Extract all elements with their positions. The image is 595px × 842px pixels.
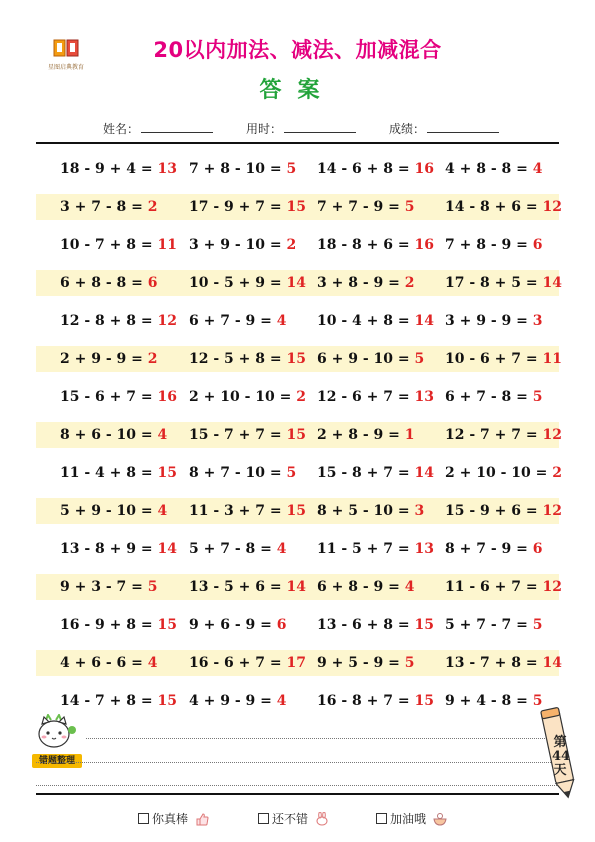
problem-question: 13 - 6 + 8 = — [317, 617, 415, 633]
problem-question: 18 - 8 + 6 = — [317, 237, 415, 253]
problem-row — [36, 574, 562, 600]
score-field[interactable] — [389, 120, 499, 137]
score-blank[interactable] — [427, 121, 499, 133]
problem-cell — [60, 156, 177, 182]
problem-answer: 6 — [532, 541, 543, 557]
problem-question: 13 - 8 + 9 = — [60, 541, 158, 557]
problem-answer: 1 — [404, 427, 415, 443]
problem-cell — [60, 688, 177, 714]
problem-cell — [189, 498, 306, 524]
problem-cell — [60, 536, 177, 562]
problem-question: 15 - 7 + 7 = — [189, 427, 287, 443]
problem-question: 13 - 7 + 8 = — [445, 655, 543, 671]
problem-question: 11 - 5 + 7 = — [317, 541, 415, 557]
check-great-label: 你真棒 — [152, 812, 189, 826]
problem-answer: 4 — [157, 427, 168, 443]
problem-question: 2 + 8 - 9 = — [317, 427, 405, 443]
problem-question: 9 + 6 - 9 = — [189, 617, 277, 633]
problem-answer: 12 — [542, 503, 562, 519]
problem-question: 11 - 6 + 7 = — [445, 579, 543, 595]
problem-question: 12 - 6 + 7 = — [317, 389, 415, 405]
problem-cell — [317, 194, 415, 220]
problem-cell — [189, 460, 296, 486]
bunny-icon — [315, 812, 329, 826]
problem-cell — [60, 346, 158, 372]
problem-answer: 5 — [532, 617, 543, 633]
problem-answer: 13 — [414, 389, 434, 405]
problem-answer: 14 — [286, 579, 306, 595]
problem-question: 12 - 8 + 8 = — [60, 313, 158, 329]
problem-cell — [317, 346, 424, 372]
problem-question: 13 - 5 + 6 = — [189, 579, 287, 595]
problem-answer: 14 — [414, 465, 434, 481]
problem-answer: 15 — [157, 693, 177, 709]
problem-question: 8 + 7 - 10 = — [189, 465, 287, 481]
problem-cell — [317, 232, 434, 258]
check-cheer[interactable] — [376, 810, 447, 827]
problem-question: 5 + 9 - 10 = — [60, 503, 158, 519]
problem-answer: 6 — [147, 275, 158, 291]
problem-cell — [189, 270, 306, 296]
page-subtitle: 答案 — [259, 78, 336, 103]
problem-row — [36, 308, 559, 334]
problem-answer: 4 — [404, 579, 415, 595]
problem-question: 16 - 6 + 7 = — [189, 655, 287, 671]
time-label: 用时： — [246, 122, 283, 136]
problem-cell — [445, 194, 562, 220]
problem-row — [36, 156, 559, 182]
problem-answer: 12 — [542, 427, 562, 443]
problem-answer: 15 — [286, 199, 306, 215]
problem-cell — [189, 650, 306, 676]
problem-answer: 14 — [414, 313, 434, 329]
problem-question: 5 + 7 - 7 = — [445, 617, 533, 633]
problem-answer: 5 — [147, 579, 158, 595]
problem-answer: 14 — [542, 275, 562, 291]
problem-cell — [60, 650, 158, 676]
problem-cell — [60, 498, 167, 524]
time-blank[interactable] — [284, 121, 356, 133]
problem-question: 14 - 8 + 6 = — [445, 199, 543, 215]
problem-cell — [445, 232, 543, 258]
page-title: 20以内加法、减法、加减混合 — [153, 38, 442, 62]
problem-answer: 5 — [532, 693, 543, 709]
problem-cell — [317, 460, 434, 486]
problem-question: 3 + 8 - 9 = — [317, 275, 405, 291]
problem-answer: 5 — [532, 389, 543, 405]
problem-cell — [445, 650, 562, 676]
problem-cell — [445, 384, 543, 410]
problem-cell — [317, 498, 424, 524]
problem-answer: 2 — [286, 237, 297, 253]
problem-cell — [189, 574, 306, 600]
problem-cell — [189, 422, 306, 448]
problem-cell — [445, 422, 562, 448]
problem-row — [36, 422, 562, 448]
problem-cell — [317, 612, 434, 638]
problem-answer: 15 — [286, 351, 306, 367]
problem-row — [36, 498, 562, 524]
mistakes-label: 错题整理 — [32, 754, 82, 768]
problem-question: 2 + 10 - 10 = — [189, 389, 297, 405]
problem-cell — [317, 422, 415, 448]
problem-question: 10 - 5 + 9 = — [189, 275, 287, 291]
problem-row — [36, 346, 562, 372]
problem-cell — [317, 650, 415, 676]
problem-cell — [445, 460, 562, 486]
problem-answer: 4 — [157, 503, 168, 519]
problem-question: 6 + 7 - 8 = — [445, 389, 533, 405]
problem-cell — [445, 536, 543, 562]
problem-question: 16 - 9 + 8 = — [60, 617, 158, 633]
problem-answer: 4 — [532, 161, 543, 177]
problem-question: 15 - 9 + 6 = — [445, 503, 543, 519]
problem-question: 12 - 5 + 8 = — [189, 351, 287, 367]
problem-cell — [60, 270, 158, 296]
check-great[interactable] — [138, 810, 209, 827]
problem-question: 15 - 8 + 7 = — [317, 465, 415, 481]
problem-question: 8 + 7 - 9 = — [445, 541, 533, 557]
check-good[interactable] — [258, 810, 329, 827]
problem-answer: 16 — [157, 389, 177, 405]
problem-cell — [189, 346, 306, 372]
problem-answer: 13 — [414, 541, 434, 557]
problem-question: 17 - 8 + 5 = — [445, 275, 543, 291]
problem-question: 3 + 9 - 10 = — [189, 237, 287, 253]
problem-cell — [317, 308, 434, 334]
thumbs-up-icon — [195, 812, 209, 826]
problem-answer: 5 — [404, 655, 415, 671]
problem-row — [36, 688, 559, 714]
problem-cell — [445, 346, 562, 372]
checkbox-cheer[interactable] — [376, 813, 387, 824]
problem-answer: 16 — [414, 237, 434, 253]
problem-row — [36, 612, 559, 638]
name-field[interactable] — [103, 120, 213, 137]
problem-answer: 3 — [414, 503, 425, 519]
problem-cell — [317, 688, 434, 714]
problem-answer: 15 — [414, 693, 434, 709]
problem-question: 11 - 3 + 7 = — [189, 503, 287, 519]
problem-answer: 2 — [147, 351, 158, 367]
problem-question: 9 + 5 - 9 = — [317, 655, 405, 671]
problem-cell — [445, 270, 562, 296]
problem-answer: 15 — [414, 617, 434, 633]
problem-answer: 14 — [157, 541, 177, 557]
problem-answer: 11 — [542, 351, 562, 367]
name-label: 姓名： — [103, 122, 140, 136]
problem-question: 18 - 9 + 4 = — [60, 161, 158, 177]
problem-cell — [60, 194, 158, 220]
problem-row — [36, 650, 562, 676]
problem-cell — [60, 384, 177, 410]
problem-question: 14 - 6 + 8 = — [317, 161, 415, 177]
problem-grid — [36, 156, 562, 726]
check-cheer-label: 加油哦 — [390, 812, 427, 826]
bottom-divider — [36, 793, 559, 795]
problem-answer: 6 — [532, 237, 543, 253]
problem-cell — [60, 422, 167, 448]
problem-question: 2 + 9 - 9 = — [60, 351, 148, 367]
logo-text: 星图启典教育 — [47, 64, 84, 71]
problem-question: 15 - 6 + 7 = — [60, 389, 158, 405]
problem-question: 8 + 5 - 10 = — [317, 503, 415, 519]
mistakes-line-1 — [86, 738, 559, 739]
problem-question: 4 + 9 - 9 = — [189, 693, 277, 709]
problem-question: 6 + 8 - 9 = — [317, 579, 405, 595]
problem-answer: 2 — [296, 389, 306, 405]
problem-cell — [189, 194, 306, 220]
problem-question: 6 + 7 - 9 = — [189, 313, 277, 329]
problem-cell — [445, 156, 543, 182]
problem-cell — [60, 460, 177, 486]
problem-cell — [60, 232, 177, 258]
problem-question: 11 - 4 + 8 = — [60, 465, 158, 481]
problem-answer: 17 — [286, 655, 306, 671]
problem-cell — [189, 688, 287, 714]
problem-row — [36, 536, 559, 562]
problem-answer: 12 — [542, 199, 562, 215]
problem-cell — [317, 270, 415, 296]
problem-question: 7 + 8 - 9 = — [445, 237, 533, 253]
problem-cell — [60, 612, 177, 638]
problem-question: 6 + 8 - 8 = — [60, 275, 148, 291]
problem-cell — [317, 536, 434, 562]
problem-cell — [60, 308, 177, 334]
problem-cell — [445, 498, 562, 524]
problem-answer: 14 — [286, 275, 306, 291]
problem-question: 3 + 9 - 9 = — [445, 313, 533, 329]
problem-question: 10 - 4 + 8 = — [317, 313, 415, 329]
problem-cell — [189, 384, 306, 410]
checkbox-great[interactable] — [138, 813, 149, 824]
problem-answer: 4 — [147, 655, 158, 671]
problem-cell — [317, 156, 434, 182]
problem-question: 10 - 6 + 7 = — [445, 351, 543, 367]
problem-answer: 4 — [276, 313, 287, 329]
problem-row — [36, 270, 562, 296]
problem-question: 9 + 4 - 8 = — [445, 693, 533, 709]
problem-question: 17 - 9 + 7 = — [189, 199, 287, 215]
problem-answer: 15 — [157, 465, 177, 481]
problem-answer: 15 — [157, 617, 177, 633]
problem-cell — [189, 308, 287, 334]
problem-question: 8 + 6 - 10 = — [60, 427, 158, 443]
problem-answer: 2 — [404, 275, 415, 291]
problem-answer: 6 — [276, 617, 287, 633]
problem-answer: 5 — [286, 465, 297, 481]
problem-answer: 3 — [532, 313, 543, 329]
problem-question: 14 - 7 + 8 = — [60, 693, 158, 709]
problem-answer: 13 — [157, 161, 177, 177]
cheer-bowl-icon — [433, 812, 447, 826]
problem-answer: 4 — [276, 541, 287, 557]
mistakes-line-2 — [36, 762, 559, 763]
problem-answer: 15 — [286, 503, 306, 519]
problem-row — [36, 460, 562, 486]
score-label: 成绩： — [389, 122, 426, 136]
problem-cell — [189, 156, 296, 182]
problem-cell — [317, 574, 415, 600]
problem-question: 5 + 7 - 8 = — [189, 541, 277, 557]
problem-question: 9 + 3 - 7 = — [60, 579, 148, 595]
problem-cell — [60, 574, 158, 600]
problem-cell — [189, 612, 287, 638]
problem-question: 2 + 10 - 10 = — [445, 465, 553, 481]
problem-question: 16 - 8 + 7 = — [317, 693, 415, 709]
problem-answer: 2 — [552, 465, 562, 481]
problem-question: 4 + 6 - 6 = — [60, 655, 148, 671]
problem-cell — [445, 308, 543, 334]
problem-answer: 16 — [414, 161, 434, 177]
problem-cell — [445, 688, 543, 714]
problem-answer: 5 — [414, 351, 425, 367]
time-field[interactable] — [246, 120, 356, 137]
problem-answer: 11 — [157, 237, 177, 253]
problem-cell — [317, 384, 434, 410]
name-blank[interactable] — [141, 121, 213, 133]
top-divider — [36, 142, 559, 144]
problem-question: 4 + 8 - 8 = — [445, 161, 533, 177]
problem-answer: 2 — [147, 199, 158, 215]
problem-answer: 12 — [542, 579, 562, 595]
day-badge: 第44天 — [552, 735, 571, 778]
problem-answer: 15 — [286, 427, 306, 443]
problem-cell — [445, 612, 543, 638]
checkbox-good[interactable] — [258, 813, 269, 824]
mistakes-line-3 — [36, 785, 559, 786]
problem-question: 6 + 9 - 10 = — [317, 351, 415, 367]
problem-cell — [189, 536, 287, 562]
problem-question: 7 + 8 - 10 = — [189, 161, 287, 177]
problem-answer: 5 — [404, 199, 415, 215]
problem-answer: 14 — [542, 655, 562, 671]
problem-row — [36, 384, 559, 410]
problem-question: 10 - 7 + 8 = — [60, 237, 158, 253]
problem-answer: 4 — [276, 693, 287, 709]
check-good-label: 还不错 — [272, 812, 309, 826]
problem-answer: 5 — [286, 161, 297, 177]
problem-row — [36, 194, 562, 220]
problem-answer: 12 — [157, 313, 177, 329]
problem-question: 7 + 7 - 9 = — [317, 199, 405, 215]
problem-row — [36, 232, 559, 258]
problem-cell — [445, 574, 562, 600]
mistakes-area[interactable] — [36, 736, 559, 786]
problem-cell — [189, 232, 296, 258]
problem-question: 12 - 7 + 7 = — [445, 427, 543, 443]
problem-question: 3 + 7 - 8 = — [60, 199, 148, 215]
